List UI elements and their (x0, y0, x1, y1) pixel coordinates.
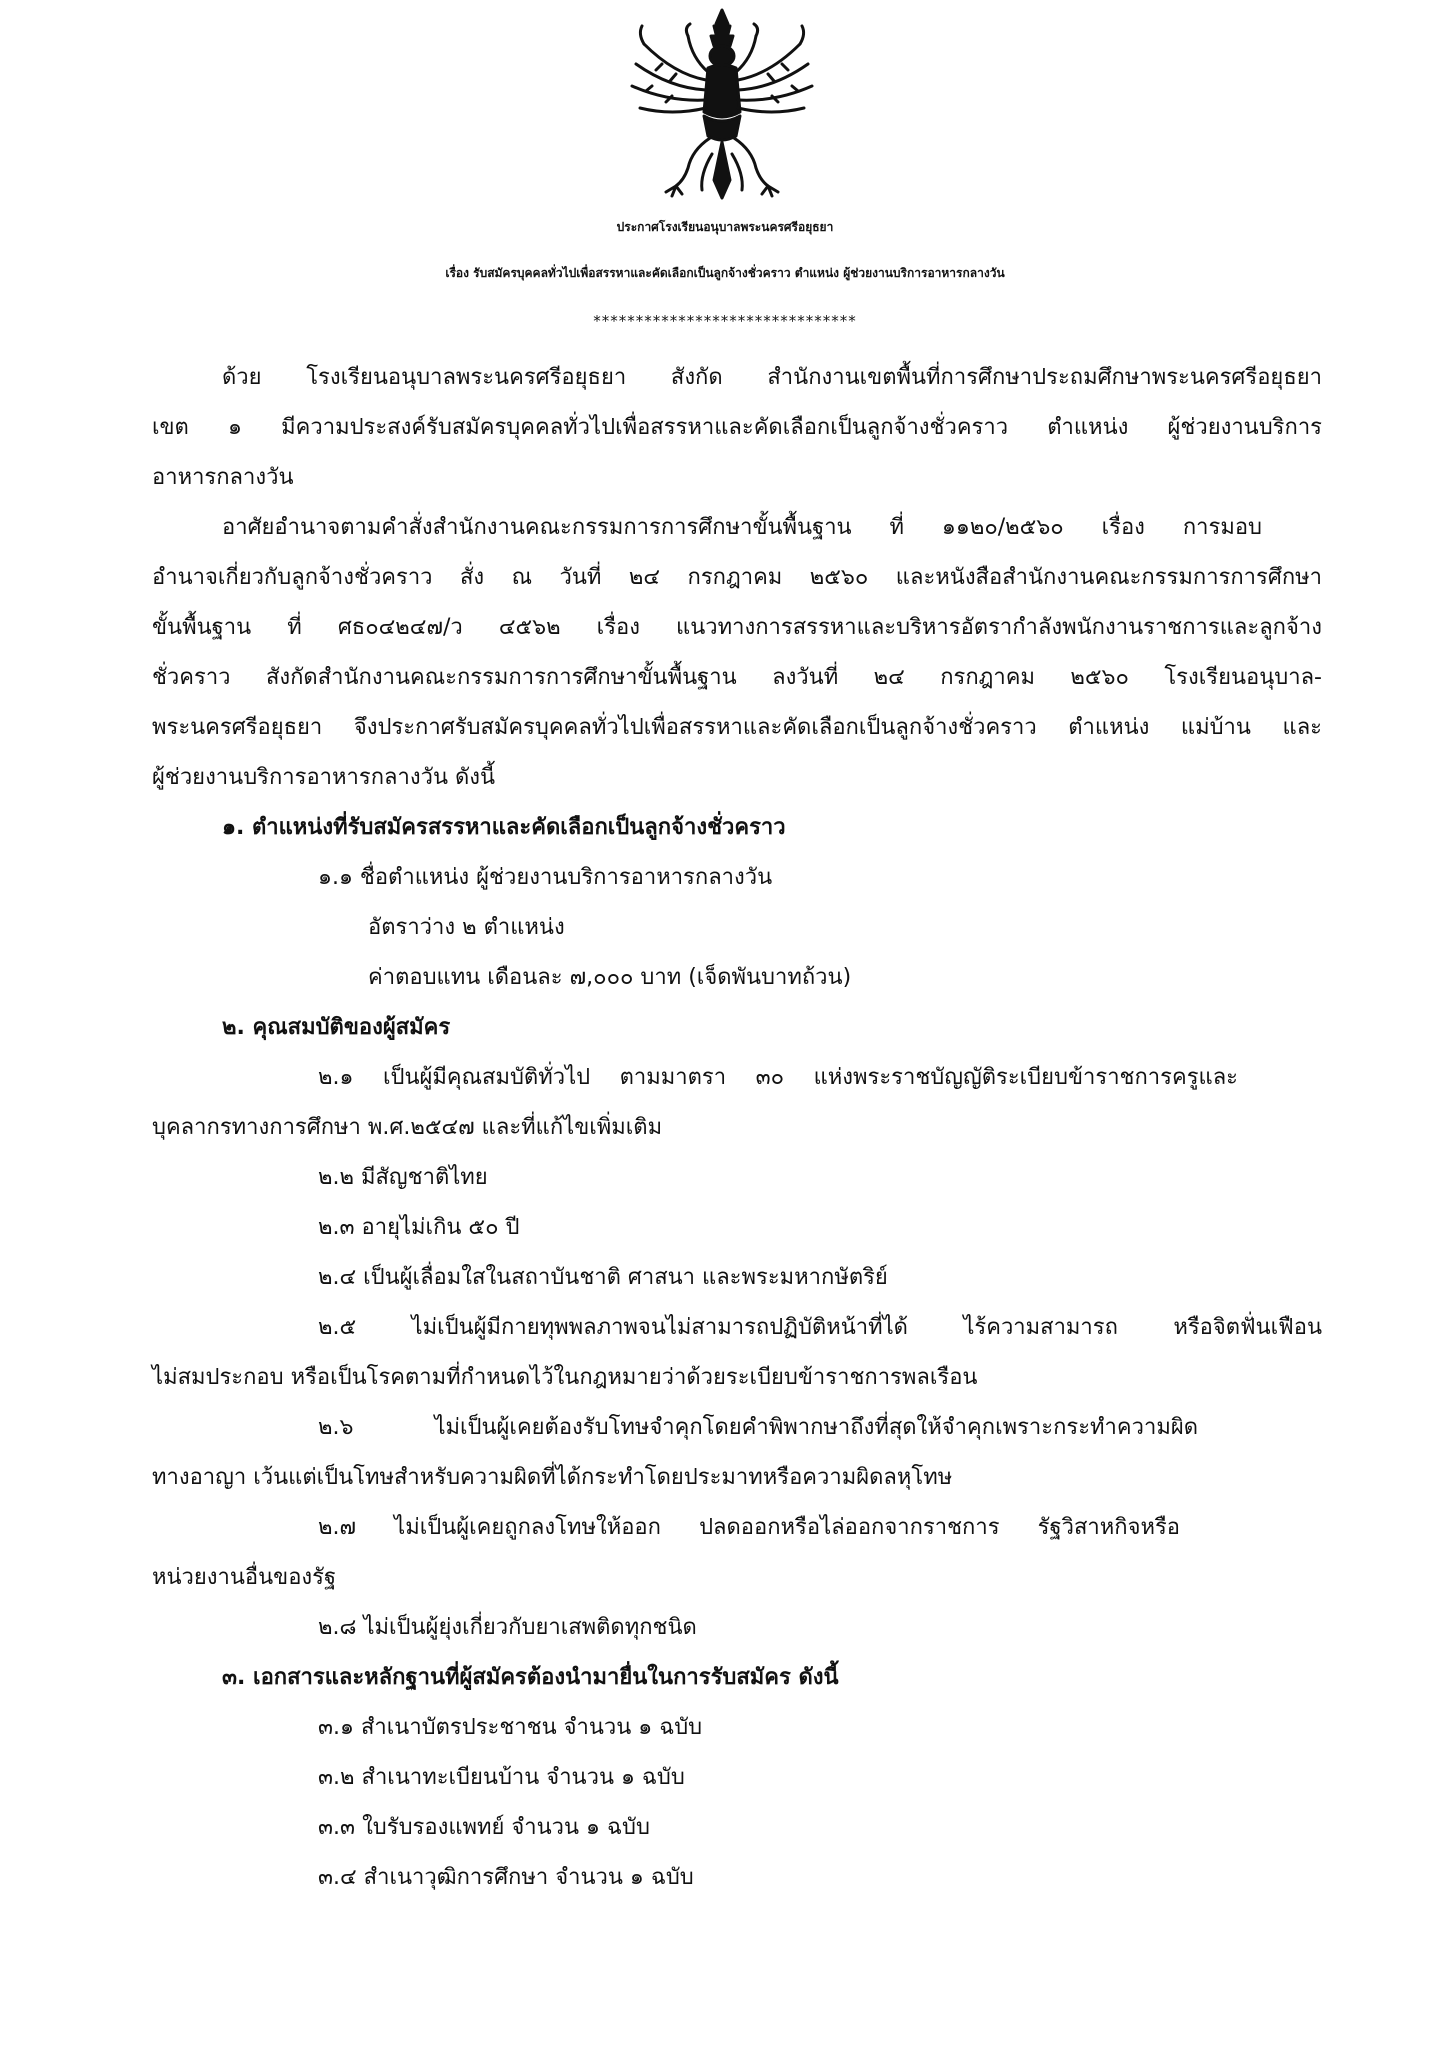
authority-line-5: พระนครศรีอยุธยา จึงประกาศรับสมัครบุคคลทั่วไปเพื่อสรรหาและคัดเลือกเป็นลูกจ้างชั่วคราว ตำแหน่ง แม่บ้าน และ (152, 715, 1322, 740)
item-3-2: ๓.๒ สำเนาทะเบียนบ้าน จำนวน ๑ ฉบับ (318, 1765, 685, 1790)
authority-line-2: อำนาจเกี่ยวกับลูกจ้างชั่วคราว สั่ง ณ วันที่ ๒๔ กรกฎาคม ๒๕๖๐ และหนังสือสำนักงานคณะกรรมการการศึกษา (152, 565, 1322, 590)
item-3-1: ๓.๑ สำเนาบัตรประชาชน จำนวน ๑ ฉบับ (318, 1715, 703, 1740)
item-2-1-line-1: ๒.๑ เป็นผู้มีคุณสมบัติทั่วไป ตามมาตรา ๓๐ แห่งพระราชบัญญัติระเบียบข้าราชการครูและ (318, 1065, 1238, 1090)
section-3-heading: ๓. เอกสารและหลักฐานที่ผู้สมัครต้องนำมายื่นในการรับสมัคร ดังนี้ (222, 1665, 839, 1690)
item-2-8: ๒.๘ ไม่เป็นผู้ยุ่งเกี่ยวกับยาเสพติดทุกชนิด (318, 1615, 697, 1640)
item-1-1-vacancy: อัตราว่าง ๒ ตำแหน่ง (368, 915, 565, 940)
item-2-7-line-1: ๒.๗ ไม่เป็นผู้เคยถูกลงโทษให้ออก ปลดออกหรือไล่ออกจากราชการ รัฐวิสาหกิจหรือ (318, 1515, 1180, 1540)
intro-line-2: เขต ๑ มีความประสงค์รับสมัครบุคคลทั่วไปเพื่อสรรหาและคัดเลือกเป็นลูกจ้างชั่วคราว ตำแหน่ง ผู้ช่วยงานบริการ (152, 415, 1322, 440)
intro-line-1: ด้วย โรงเรียนอนุบาลพระนครศรีอยุธยา สังกัด สำนักงานเขตพื้นที่การศึกษาประถมศึกษาพระนครศรีอยุธยา (222, 365, 1322, 390)
item-2-5-line-1: ๒.๕ ไม่เป็นผู้มีกายทุพพลภาพจนไม่สามารถปฏิบัติหน้าที่ได้ ไร้ความสามารถ หรือจิตฟั่นเฟือน (318, 1315, 1322, 1340)
intro-line-3: อาหารกลางวัน (152, 465, 294, 490)
item-2-6-line-2: ทางอาญา เว้นแต่เป็นโทษสำหรับความผิดที่ได้กระทำโดยประมาทหรือความผิดลหุโทษ (152, 1465, 953, 1490)
item-2-6-line-1: ๒.๖ ไม่เป็นผู้เคยต้องรับโทษจำคุกโดยคำพิพากษาถึงที่สุดให้จำคุกเพราะกระทำความผิด (318, 1415, 1198, 1440)
announcement-subject: เรื่อง รับสมัครบุคคลทั่วไปเพื่อสรรหาและคัดเลือกเป็นลูกจ้างชั่วคราว ตำแหน่ง ผู้ช่วยงานบริการอาหารกลางวัน (445, 266, 1005, 280)
item-2-3: ๒.๓ อายุไม่เกิน ๕๐ ปี (318, 1215, 520, 1240)
garuda-emblem-icon (622, 4, 822, 202)
authority-line-1: อาศัยอำนาจตามคำสั่งสำนักงานคณะกรรมการการศึกษาขั้นพื้นฐาน ที่ ๑๑๒๐/๒๕๖๐ เรื่อง การมอบ (222, 515, 1262, 540)
item-3-4: ๓.๔ สำเนาวุฒิการศึกษา จำนวน ๑ ฉบับ (318, 1865, 694, 1890)
item-3-3: ๓.๓ ใบรับรองแพทย์ จำนวน ๑ ฉบับ (318, 1815, 650, 1840)
item-2-5-line-2: ไม่สมประกอบ หรือเป็นโรคตามที่กำหนดไว้ในกฎหมายว่าด้วยระเบียบข้าราชการพลเรือน (152, 1365, 978, 1390)
authority-line-4: ชั่วคราว สังกัดสำนักงานคณะกรรมการการศึกษาขั้นพื้นฐาน ลงวันที่ ๒๔ กรกฎาคม ๒๕๖๐ โรงเรียนอนุบาล- (152, 665, 1322, 690)
item-1-1: ๑.๑ ชื่อตำแหน่ง ผู้ช่วยงานบริการอาหารกลางวัน (318, 865, 773, 890)
item-1-1-salary: ค่าตอบแทน เดือนละ ๗,๐๐๐ บาท (เจ็ดพันบาทถ้วน) (368, 965, 852, 990)
section-2-heading: ๒. คุณสมบัติของผู้สมัคร (222, 1015, 451, 1040)
header-divider: ******************************* (593, 312, 857, 330)
item-2-4: ๒.๔ เป็นผู้เลื่อมใสในสถาบันชาติ ศาสนา และพระมหากษัตริย์ (318, 1265, 888, 1290)
authority-line-3: ขั้นพื้นฐาน ที่ ศธ๐๔๒๔๗/ว ๔๕๖๒ เรื่อง แนวทางการสรรหาและบริหารอัตรากำลังพนักงานราชการและลูกจ้าง (152, 615, 1322, 640)
announcement-title: ประกาศโรงเรียนอนุบาลพระนครศรีอยุธยา (616, 220, 834, 234)
authority-line-6: ผู้ช่วยงานบริการอาหารกลางวัน ดังนี้ (152, 765, 496, 790)
section-1-heading: ๑. ตำแหน่งที่รับสมัครสรรหาและคัดเลือกเป็นลูกจ้างชั่วคราว (222, 815, 786, 840)
item-2-7-line-2: หน่วยงานอื่นของรัฐ (152, 1565, 337, 1590)
item-2-1-line-2: บุคลากรทางการศึกษา พ.ศ.๒๕๔๗ และที่แก้ไขเพิ่มเติม (152, 1115, 663, 1140)
item-2-2: ๒.๒ มีสัญชาติไทย (318, 1165, 488, 1190)
